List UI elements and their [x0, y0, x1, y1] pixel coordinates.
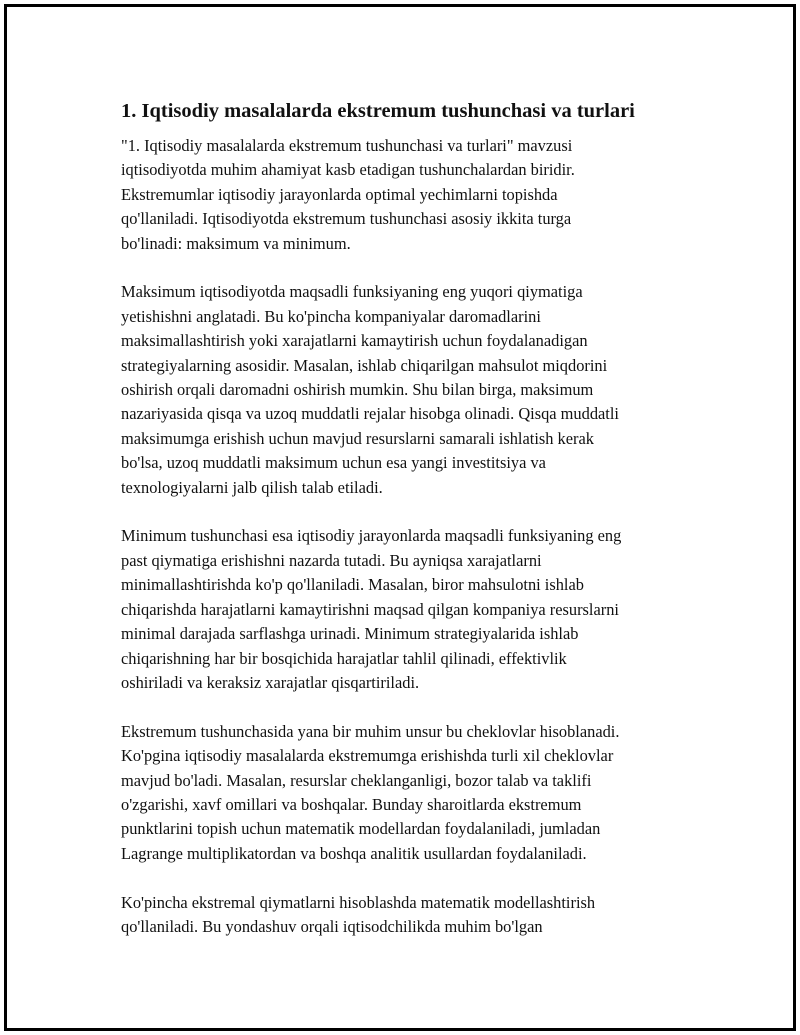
text-line: texnologiyalarni jalb qilish talab etiladi. [121, 477, 383, 497]
text-line: yetishishni anglatadi. Bu ko'pincha kompaniyalar daromadlarini [121, 306, 541, 326]
document-title: 1. Iqtisodiy masalalarda ekstremum tushunchasi va turlari [121, 100, 635, 122]
text-line: minimallashtirishda ko'p qo'llaniladi. Masalan, biror mahsulotni ishlab [121, 575, 584, 595]
text-line: Ekstremumlar iqtisodiy jarayonlarda optimal yechimlarni topishda [121, 184, 558, 204]
text-line: maksimallashtirish yoki xarajatlarni kamaytirish uchun foydalanadigan [121, 331, 588, 351]
text-line: chiqarishda harajatlarni kamaytirishni maqsad qilgan kompaniya resurslarni [121, 599, 619, 619]
text-line: punktlarini topish uchun matematik modellardan foydalaniladi, jumladan [121, 819, 601, 839]
text-line: minimal darajada sarflashga urinadi. Minimum strategiyalarida ishlab [121, 624, 579, 644]
text-line: iqtisodiyotda muhim ahamiyat kasb etadigan tushunchalardan biridir. [121, 160, 575, 180]
text-line: Ko'pincha ekstremal qiymatlarni hisoblashda matematik modellashtirish [121, 892, 596, 912]
text-line: Maksimum iqtisodiyotda maqsadli funksiyaning eng yuqori qiymatiga [121, 282, 583, 302]
paragraph-modeling [121, 891, 701, 940]
page-frame [4, 4, 796, 1031]
text-line: chiqarishning har bir bosqichida harajatlar tahlil qilinadi, effektivlik [121, 648, 567, 668]
text-line: past qiymatiga erishishni nazarda tutadi. Bu ayniqsa xarajatlarni [121, 550, 542, 570]
text-line: qo'llaniladi. Iqtisodiyotda ekstremum tushunchasi asosiy ikkita turga [121, 209, 572, 229]
text-line: Ko'pgina iqtisodiy masalalarda ekstremumga erishishda turli xil cheklovlar [121, 746, 614, 766]
text-line: bo'lsa, uzoq muddatli maksimum uchun esa yangi investitsiya va [121, 453, 546, 473]
text-line: bo'linadi: maksimum va minimum. [121, 233, 351, 253]
text-line: Lagrange multiplikatordan va boshqa analitik usullardan foydalaniladi. [121, 843, 587, 863]
document-body [121, 98, 701, 964]
paragraph-minimum [121, 524, 701, 695]
text-line: oshiriladi va keraksiz xarajatlar qisqartiriladi. [121, 672, 420, 692]
paragraph-maximum [121, 280, 701, 500]
text-line: strategiyalarning asosidir. Masalan, ishlab chiqarilgan mahsulot miqdorini [121, 355, 608, 375]
text-line: Ekstremum tushunchasida yana bir muhim unsur bu cheklovlar hisoblanadi. [121, 721, 620, 741]
text-line: Minimum tushunchasi esa iqtisodiy jarayonlarda maqsadli funksiyaning eng [121, 526, 622, 546]
text-line: qo'llaniladi. Bu yondashuv orqali iqtisodchilikda muhim bo'lgan [121, 916, 543, 936]
text-line: mavjud bo'ladi. Masalan, resurslar cheklanganligi, bozor talab va taklifi [121, 770, 592, 790]
paragraph-intro [121, 134, 701, 256]
paragraph-constraints [121, 720, 701, 866]
text-line: nazariyasida qisqa va uzoq muddatli rejalar hisobga olinadi. Qisqa muddatli [121, 404, 619, 424]
text-line: oshirish orqali daromadni oshirish mumkin. Shu bilan birga, maksimum [121, 380, 594, 400]
text-line: "1. Iqtisodiy masalalarda ekstremum tushunchasi va turlari" mavzusi [121, 136, 573, 155]
text-line: maksimumga erishish uchun mavjud resurslarni samarali ishlatish kerak [121, 428, 594, 448]
text-line: o'zgarishi, xavf omillari va boshqalar. Bunday sharoitlarda ekstremum [121, 794, 582, 814]
